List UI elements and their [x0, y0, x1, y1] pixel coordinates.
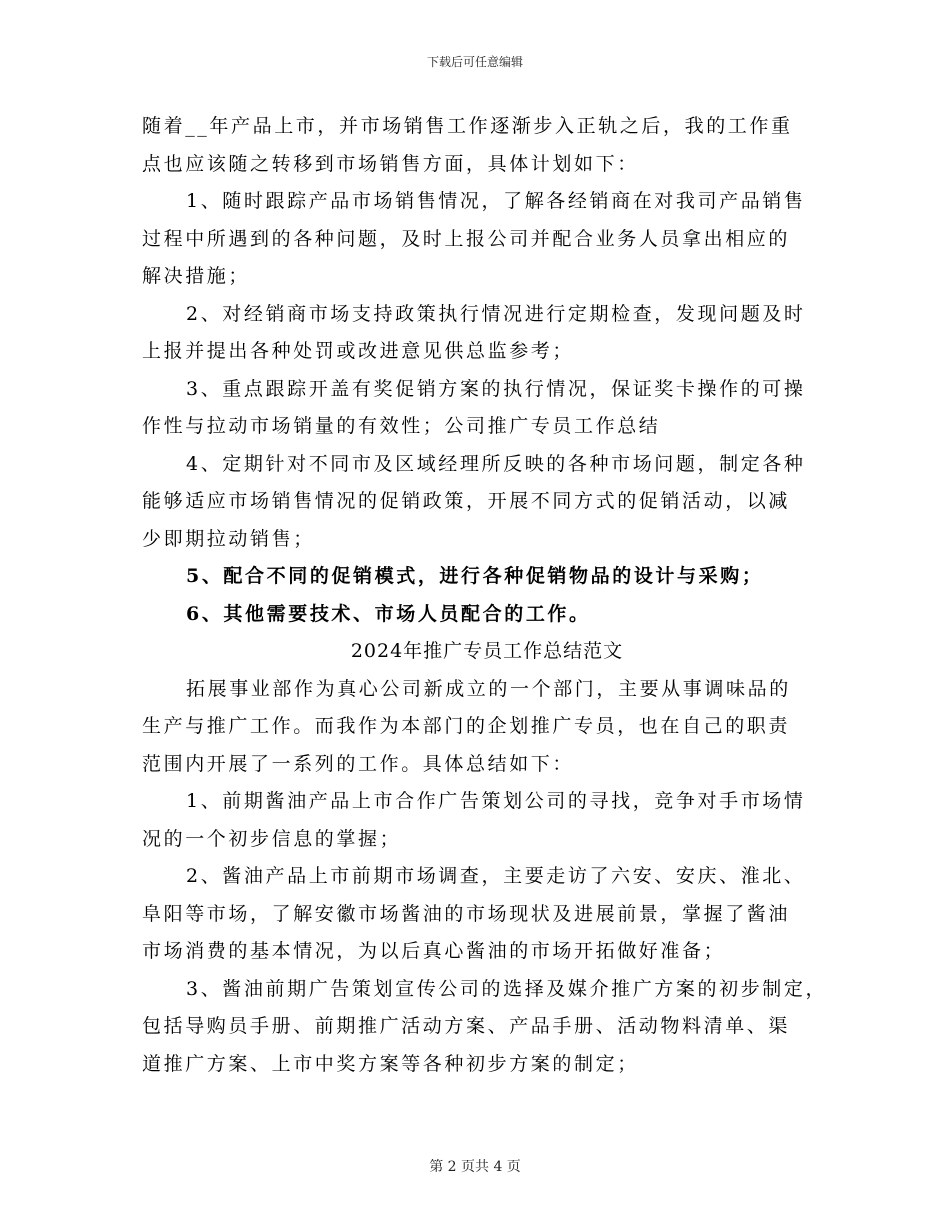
- text-line: 生产与推广工作。而我作为本部门的企划推广专员，也在自己的职责: [142, 715, 791, 737]
- summary-section: [142, 671, 832, 1084]
- text-line: 5、配合不同的促销模式，进行各种促销物品的设计与采购；: [186, 565, 764, 587]
- paragraph: [142, 596, 832, 634]
- paragraph: [142, 108, 832, 183]
- paragraph: [142, 783, 832, 858]
- text-line: 阜阳等市场，了解安徽市场酱油的市场现状及进展前景，掌握了酱油: [142, 902, 791, 925]
- text-line: 能够适应市场销售情况的促销政策，开展不同方式的促销活动，以减: [142, 490, 791, 512]
- text-line: 道推广方案、上市中奖方案等各种初步方案的制定；: [142, 1052, 639, 1075]
- text-line: 点也应该随之转移到市场销售方面，具体计划如下：: [142, 152, 639, 175]
- text-line: 随着__年产品上市，并市场销售工作逐渐步入正轨之后，我的工作重: [142, 115, 793, 137]
- paragraph: [142, 371, 832, 446]
- section-title: 2024年推广专员工作总结范文: [350, 640, 624, 662]
- page-header: 下载后可任意编辑: [426, 55, 523, 69]
- text-line: 作性与拉动市场销量的有效性；公司推广专员工作总结: [142, 415, 661, 437]
- text-line: 解决措施；: [142, 265, 251, 287]
- paragraph: [142, 296, 832, 371]
- text-line: 拓展事业部作为真心公司新成立的一个部门，主要从事调味品的: [186, 677, 791, 700]
- text-line: 范围内开展了一系列的工作。具体总结如下：: [142, 752, 575, 775]
- text-line: 6、其他需要技术、市场人员配合的工作。: [186, 602, 591, 625]
- text-line: 3、重点跟踪开盖有奖促销方案的执行情况，保证奖卡操作的可操: [186, 377, 806, 400]
- text-line: 少即期拉动销售；: [142, 527, 315, 550]
- paragraph: [142, 971, 832, 1084]
- text-line: 2、对经销商市场支持政策执行情况进行定期检查，发现问题及时: [186, 302, 806, 325]
- page-footer: 第 2 页共 4 页: [429, 1159, 521, 1175]
- text-line: 过程中所遇到的各种问题，及时上报公司并配合业务人员拿出相应的: [142, 227, 791, 250]
- text-line: 上报并提出各种处罚或改进意见供总监参考；: [142, 340, 575, 362]
- paragraph: [142, 183, 832, 296]
- text-line: 市场消费的基本情况，为以后真心酱油的市场开拓做好准备；: [142, 940, 726, 962]
- text-line: 1、前期酱油产品上市合作广告策划公司的寻找，竞争对手市场情: [186, 790, 806, 812]
- paragraph: [142, 671, 832, 784]
- plan-section: [142, 108, 832, 633]
- paragraph: [142, 858, 832, 971]
- text-line: 4、定期针对不同市及区域经理所反映的各种市场问题，制定各种: [186, 452, 806, 475]
- text-line: 况的一个初步信息的掌握；: [142, 827, 402, 850]
- paragraph: [142, 446, 832, 559]
- text-line: 1、随时跟踪产品市场销售情况，了解各经销商在对我司产品销售: [186, 190, 806, 212]
- document-body: [142, 108, 832, 1083]
- text-line: 包括导购员手册、前期推广活动方案、产品手册、活动物料清单、渠: [142, 1015, 791, 1037]
- paragraph: [142, 558, 832, 596]
- text-line: 2、酱油产品上市前期市场调查，主要走访了六安、安庆、淮北、: [186, 865, 806, 887]
- text-line: 3、酱油前期广告策划宣传公司的选择及媒介推广方案的初步制定，: [186, 977, 828, 1000]
